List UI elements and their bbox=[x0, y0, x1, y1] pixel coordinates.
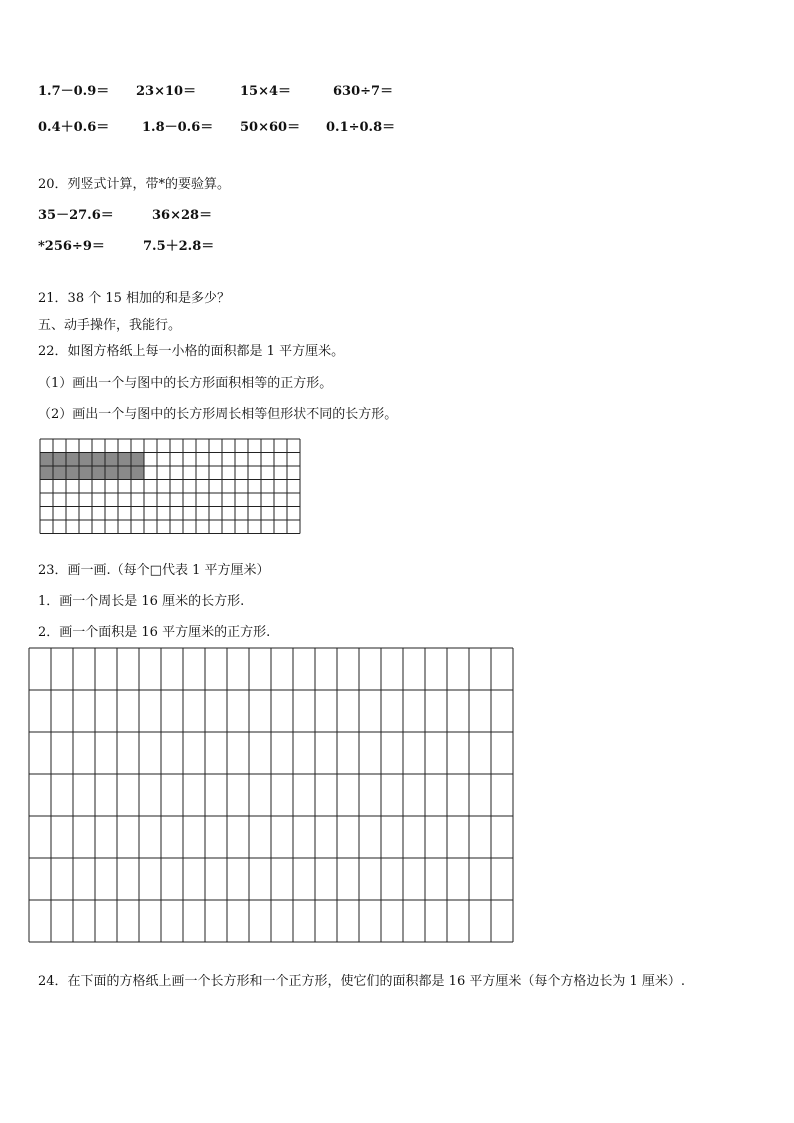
calc-item: 23×10＝ bbox=[136, 84, 197, 99]
question-24-title: 24．在下面的方格纸上画一个长方形和一个正方形，使它们的面积都是 16 平方厘米（每个方格边长为 1 厘米）. bbox=[38, 974, 686, 989]
q22-grid-paper[interactable] bbox=[38, 437, 306, 545]
calc-item: 1.8－0.6＝ bbox=[142, 120, 214, 135]
question-20-title: 20．列竖式计算，带*的要验算。 bbox=[38, 177, 231, 192]
question-22-sub1: （1）画出一个与图中的长方形面积相等的正方形。 bbox=[38, 376, 333, 391]
calc-item: 0.1÷0.8＝ bbox=[326, 120, 396, 135]
calc-item: 36×28＝ bbox=[152, 208, 213, 223]
calc-item: 50×60＝ bbox=[240, 120, 301, 135]
calc-item: 7.5＋2.8＝ bbox=[143, 239, 215, 254]
question-22-sub2: （2）画出一个与图中的长方形周长相等但形状不同的长方形。 bbox=[38, 407, 398, 422]
question-21-title: 21．38 个 15 相加的和是多少？ bbox=[38, 291, 231, 306]
question-23-title: 23．画一画.（每个□代表 1 平方厘米） bbox=[38, 563, 270, 578]
q23-grid-paper[interactable] bbox=[28, 647, 518, 945]
calc-item: 630÷7＝ bbox=[333, 84, 394, 99]
question-23-sub1: 1．画一个周长是 16 厘米的长方形. bbox=[38, 594, 245, 609]
question-23-sub2: 2．画一个面积是 16 平方厘米的正方形. bbox=[38, 625, 271, 640]
calc-item: *256÷9＝ bbox=[38, 239, 105, 254]
calc-item: 0.4＋0.6＝ bbox=[38, 120, 110, 135]
question-22-title: 22．如图方格纸上每一小格的面积都是 1 平方厘米。 bbox=[38, 344, 345, 359]
calc-item: 15×4＝ bbox=[240, 84, 292, 99]
calc-item: 35－27.6＝ bbox=[38, 208, 114, 223]
section-title: 五、动手操作，我能行。 bbox=[38, 318, 182, 333]
calc-item: 1.7－0.9＝ bbox=[38, 84, 110, 99]
